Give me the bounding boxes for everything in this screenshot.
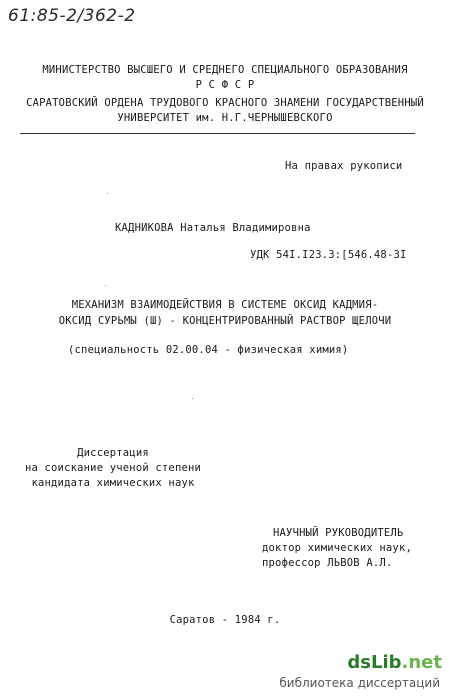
watermark-logo-net: .net	[401, 652, 442, 673]
degree-line: на соискание ученой степени	[24, 462, 202, 474]
scan-speck	[105, 285, 106, 286]
author-name: КАДНИКОВА Наталья Владимировна	[115, 222, 311, 234]
supervisor-heading: НАУЧНЫЙ РУКОВОДИТЕЛЬ	[273, 527, 404, 539]
watermark-logo	[347, 652, 442, 673]
dissertation-label: Диссертация	[77, 447, 149, 459]
degree-field-line: кандидата химических наук	[31, 477, 195, 489]
handwritten-archive-code: 61:85-2/362-2	[8, 6, 136, 26]
university-line-1: САРАТОВСКИЙ ОРДЕНА ТРУДОВОГО КРАСНОГО ЗНАМЕНИ ГОСУДАРСТВЕННЫЙ	[26, 97, 424, 109]
supervisor-name: профессор ЛЬВОВ А.Л.	[262, 557, 393, 569]
ministry-line: МИНИСТЕРСТВО ВЫСШЕГО И СРЕДНЕГО СПЕЦИАЛЬНОГО ОБРАЗОВАНИЯ	[42, 64, 408, 76]
thesis-title-line-1: МЕХАНИЗМ ВЗАИМОДЕЙСТВИЯ В СИСТЕМЕ ОКСИД КАДМИЯ-	[71, 299, 379, 311]
watermark-subtitle: библиотека диссертаций	[279, 676, 440, 690]
university-line-2: УНИВЕРСИТЕТ им. Н.Г.ЧЕРНЫШЕВСКОГО	[117, 112, 333, 124]
rights-note: На правах рукописи	[285, 160, 403, 172]
scan-speck	[107, 193, 108, 194]
header-divider	[20, 133, 415, 134]
scan-speck	[192, 398, 193, 399]
republic-line: Р С Ф С Р	[195, 79, 255, 91]
place-and-year: Саратов - 1984 г.	[169, 614, 281, 626]
udk-code: УДК 54I.I23.3:[546.48-3I	[250, 249, 407, 261]
specialty-line: (специальность 02.00.04 - физическая химия)	[68, 344, 349, 356]
watermark-logo-dslib: dsLib	[347, 652, 402, 673]
supervisor-degree: доктор химических наук,	[262, 542, 412, 554]
thesis-title-line-2: ОКСИД СУРЬМЫ (Ш) - КОНЦЕНТРИРОВАННЫЙ РАСТВОР ЩЕЛОЧИ	[58, 315, 392, 327]
